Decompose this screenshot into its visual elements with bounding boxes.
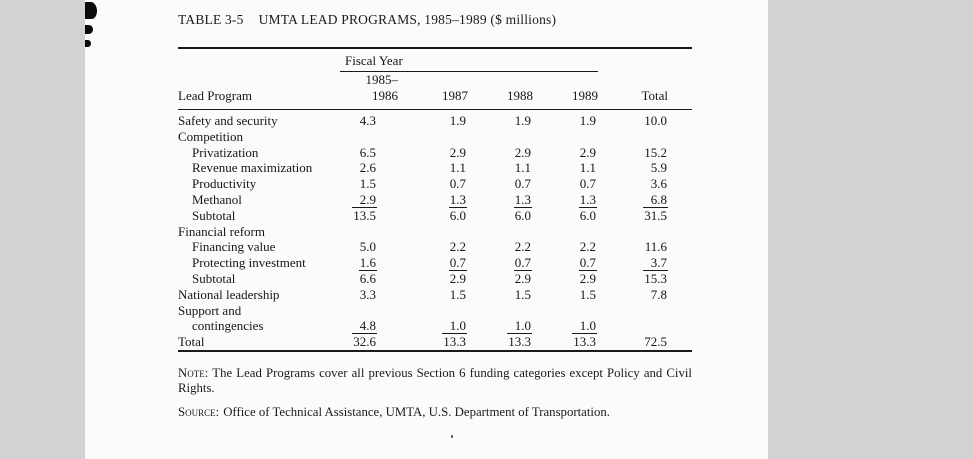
cell-value: 3.6 bbox=[650, 176, 668, 192]
cell-value: 3.7 bbox=[650, 255, 668, 271]
row-label: Total bbox=[178, 334, 205, 350]
cell-value: 15.3 bbox=[644, 270, 668, 286]
table-row bbox=[178, 145, 692, 161]
col-header-total: Total bbox=[598, 72, 692, 110]
cell-value: 2.9 bbox=[359, 191, 376, 207]
row-label: Productivity bbox=[192, 176, 257, 192]
lead-programs-table bbox=[178, 47, 692, 352]
cell-value: 2.9 bbox=[579, 270, 597, 286]
cell-value: 0.7 bbox=[514, 176, 531, 192]
cell-value: 13.3 bbox=[573, 334, 597, 350]
cell-value: 1.9 bbox=[514, 113, 531, 128]
cell-value: 0.7 bbox=[449, 255, 466, 271]
row-label: Protecting investment bbox=[192, 255, 306, 271]
cell-value: 4.3 bbox=[359, 113, 376, 128]
cell-value: 13.5 bbox=[353, 207, 376, 223]
row-label: Safety and security bbox=[178, 113, 278, 128]
cell-value: 1.3 bbox=[514, 191, 531, 207]
cell-value: 2.9 bbox=[514, 144, 531, 160]
col-header-lead-program: Lead Program bbox=[178, 72, 340, 110]
cell-value: 31.5 bbox=[644, 207, 668, 223]
cell-value: 0.7 bbox=[449, 176, 466, 192]
cell-value: 5.9 bbox=[650, 160, 668, 176]
source-text: Office of Technical Assistance, UMTA, U.S. Department of Transportation. bbox=[223, 404, 610, 419]
table-row bbox=[178, 110, 692, 129]
cell-value: 2.2 bbox=[579, 239, 597, 255]
cell-value: 1.5 bbox=[359, 176, 376, 192]
scan-artifact bbox=[85, 2, 97, 19]
row-label: Competition bbox=[178, 128, 243, 144]
table-row bbox=[178, 334, 692, 351]
source-label: Source: bbox=[178, 404, 220, 419]
col-header-1989: 1989 bbox=[533, 72, 598, 110]
cell-value: 5.0 bbox=[359, 239, 376, 255]
row-label: Revenue maximization bbox=[192, 160, 313, 176]
table-note bbox=[178, 366, 692, 397]
cell-value: 1.1 bbox=[514, 160, 531, 176]
row-label: Support and bbox=[178, 302, 242, 318]
cell-value: 32.6 bbox=[353, 334, 376, 350]
table-number: TABLE 3-5 bbox=[178, 12, 244, 27]
table-row bbox=[178, 255, 692, 271]
group-header-row bbox=[178, 48, 692, 72]
table-caption: UMTA LEAD PROGRAMS, 1985–1989 ($ millions) bbox=[258, 12, 557, 27]
column-header-row bbox=[178, 72, 692, 110]
cell-value: 1.9 bbox=[449, 113, 466, 128]
col-header-1985-1986: 1985–1986 bbox=[340, 72, 398, 110]
cell-value: 2.9 bbox=[579, 144, 597, 160]
cell-value: 72.5 bbox=[644, 334, 668, 350]
table-row bbox=[178, 192, 692, 208]
cell-value bbox=[666, 318, 668, 333]
scan-artifact bbox=[85, 25, 93, 34]
cell-value: 0.7 bbox=[579, 176, 597, 192]
table-row bbox=[178, 271, 692, 287]
table-row bbox=[178, 208, 692, 224]
cell-value: 2.9 bbox=[514, 270, 531, 286]
cell-value: 1.3 bbox=[579, 191, 597, 207]
row-label: National leadership bbox=[178, 286, 280, 302]
cell-value: 1.1 bbox=[449, 160, 466, 176]
row-label: Subtotal bbox=[192, 207, 236, 223]
cell-value: 2.2 bbox=[449, 239, 466, 255]
cell-value: 2.9 bbox=[449, 270, 466, 286]
cell-value: 3.3 bbox=[359, 286, 376, 302]
row-label: contingencies bbox=[192, 318, 264, 334]
col-header-1988: 1988 bbox=[468, 72, 533, 110]
cell-value: 1.1 bbox=[579, 160, 597, 176]
cell-value: 0.7 bbox=[514, 255, 531, 271]
table-row bbox=[178, 318, 692, 334]
cell-value: 6.0 bbox=[514, 207, 531, 223]
fiscal-year-group-header: Fiscal Year bbox=[340, 48, 598, 72]
cell-value: 0.7 bbox=[579, 255, 597, 271]
cell-value: 13.3 bbox=[508, 334, 531, 350]
cell-value: 6.5 bbox=[359, 144, 376, 160]
table-title bbox=[178, 12, 698, 28]
table-row bbox=[178, 303, 692, 319]
row-label: Methanol bbox=[192, 191, 242, 207]
cell-value: 13.3 bbox=[443, 334, 466, 350]
cell-value: 11.6 bbox=[644, 239, 668, 255]
cell-value: 1.3 bbox=[449, 191, 466, 207]
table-row bbox=[178, 239, 692, 255]
cell-value: 1.5 bbox=[514, 286, 531, 302]
cell-value: 6.0 bbox=[579, 207, 597, 223]
cell-value: 6.0 bbox=[449, 207, 466, 223]
scan-artifact bbox=[451, 435, 453, 438]
cell-value: 2.9 bbox=[449, 144, 466, 160]
cell-value: 1.5 bbox=[449, 286, 466, 302]
row-label: Subtotal bbox=[192, 270, 236, 286]
table-row bbox=[178, 160, 692, 176]
col-header-1987: 1987 bbox=[398, 72, 468, 110]
cell-value: 1.5 bbox=[579, 286, 597, 302]
table-row bbox=[178, 176, 692, 192]
note-label: Note: bbox=[178, 365, 209, 380]
cell-value: 2.6 bbox=[359, 160, 376, 176]
cell-value: 15.2 bbox=[644, 144, 668, 160]
row-label: Financing value bbox=[192, 239, 276, 255]
cell-value: 1.0 bbox=[449, 318, 466, 334]
cell-value: 7.8 bbox=[650, 286, 668, 302]
cell-value: 2.2 bbox=[514, 239, 531, 255]
row-label: Privatization bbox=[192, 144, 259, 160]
cell-value: 1.6 bbox=[359, 255, 376, 271]
cell-value: 1.0 bbox=[579, 318, 597, 334]
table-row bbox=[178, 224, 692, 240]
table-source bbox=[178, 405, 692, 421]
row-label: Financial reform bbox=[178, 223, 265, 239]
cell-value: 1.9 bbox=[579, 113, 597, 128]
document-content bbox=[178, 12, 698, 420]
note-text: The Lead Programs cover all previous Section 6 funding categories except Policy and Civil Rights. bbox=[178, 365, 692, 396]
cell-value: 6.6 bbox=[359, 270, 376, 286]
cell-value: 1.0 bbox=[514, 318, 531, 334]
scan-artifact bbox=[85, 40, 91, 47]
table-row bbox=[178, 287, 692, 303]
document-page bbox=[85, 0, 768, 459]
cell-value: 10.0 bbox=[644, 113, 668, 128]
table-row bbox=[178, 129, 692, 145]
cell-value: 6.8 bbox=[650, 191, 668, 207]
cell-value: 4.8 bbox=[359, 318, 376, 334]
